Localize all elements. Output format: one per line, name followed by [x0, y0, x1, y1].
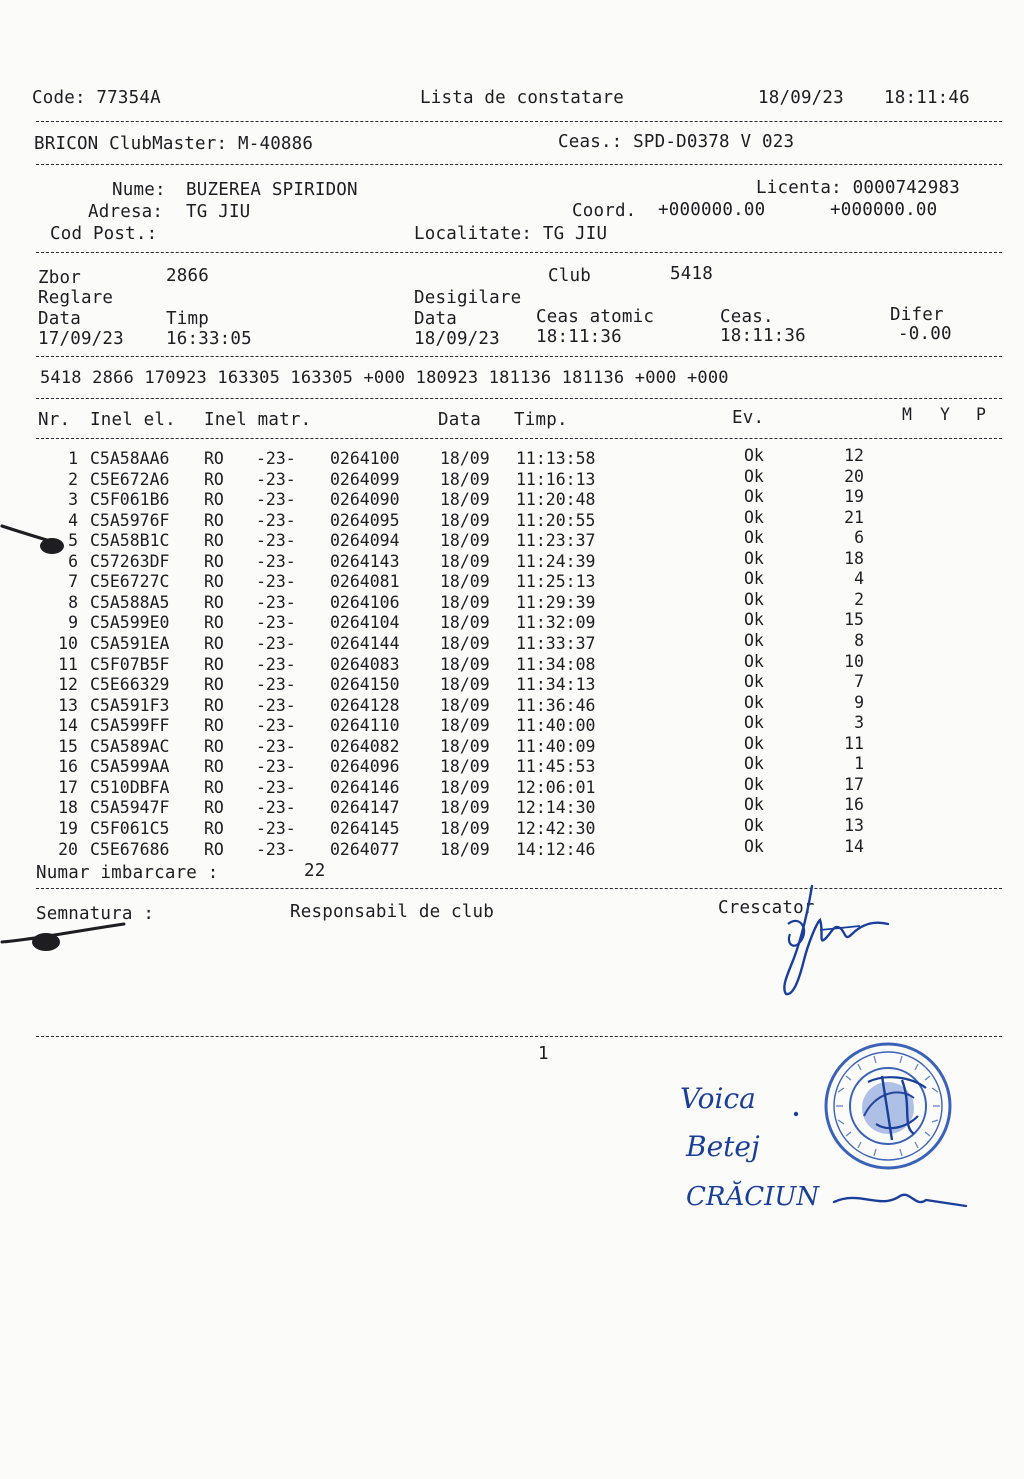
electronic-ring: C5F061C5	[90, 818, 170, 838]
ring-country: RO	[204, 490, 224, 510]
ring-country: RO	[204, 510, 224, 530]
table-row	[0, 815, 1024, 839]
row-number: 19	[58, 818, 78, 838]
ring-number: 0264147	[330, 798, 400, 818]
ring-year: -23-	[256, 469, 296, 489]
row-number: 4	[68, 510, 78, 530]
row-number: 6	[68, 551, 78, 571]
rank: 7	[854, 672, 864, 691]
row-number: 11	[58, 654, 78, 674]
electronic-ring: C5E66329	[90, 675, 170, 694]
row-number: 1	[68, 449, 78, 468]
table-row	[0, 446, 1024, 469]
electronic-ring: C57263DF	[90, 551, 170, 571]
ring-year: -23-	[256, 592, 296, 612]
arrival-date: 18/09	[440, 531, 490, 551]
unsealing-date: 18/09/23	[414, 329, 500, 349]
event-status: Ok	[744, 446, 764, 465]
arrival-time: 11:34:08	[516, 654, 596, 674]
ring-year: -23-	[256, 675, 296, 694]
summary-code-line: 5418 2866 170923 163305 163305 +000 180923 181136 181136 +000 +000	[40, 368, 729, 388]
ring-country: RO	[204, 531, 224, 551]
event-status: Ok	[744, 589, 764, 609]
row-number: 12	[58, 675, 78, 694]
rank: 9	[854, 692, 864, 712]
electronic-ring: C5A5976F	[90, 510, 170, 530]
divider	[36, 356, 1002, 357]
table-row	[0, 774, 1024, 798]
setting-label: Reglare	[38, 288, 114, 308]
arrival-date: 18/09	[440, 634, 490, 653]
table-row	[0, 692, 1024, 716]
table-row	[0, 610, 1024, 633]
electronic-ring: C5A591F3	[90, 695, 170, 715]
arrival-date: 18/09	[440, 613, 490, 633]
event-status: Ok	[744, 610, 764, 630]
ring-country: RO	[204, 675, 224, 694]
ring-year: -23-	[256, 818, 296, 838]
divider	[36, 164, 1002, 165]
setting-time-label: Timp	[166, 309, 209, 329]
ring-number: 0264094	[330, 531, 400, 551]
arrival-date: 18/09	[440, 551, 490, 571]
handwritten-name-2: Betej	[686, 1130, 760, 1163]
event-status: Ok	[744, 487, 764, 507]
ring-number: 0264144	[330, 634, 400, 653]
table-row	[0, 754, 1024, 777]
document-title: Lista de constatare	[420, 88, 624, 108]
license-number: Licenta: 0000742983	[756, 178, 960, 198]
arrival-date: 18/09	[440, 675, 490, 694]
rank: 18	[844, 548, 864, 568]
handwritten-name-3: CRĂCIUN	[686, 1182, 820, 1212]
col-nr: Nr.	[38, 410, 71, 430]
rank: 8	[854, 631, 864, 650]
table-row	[0, 466, 1024, 490]
arrival-time: 11:20:55	[516, 510, 596, 530]
rank: 16	[844, 795, 864, 815]
row-number: 7	[68, 572, 78, 592]
table-row	[0, 507, 1024, 531]
ring-country: RO	[204, 572, 224, 592]
locality: Localitate: TG JIU	[414, 224, 608, 244]
arrival-date: 18/09	[440, 798, 490, 818]
ring-number: 0264106	[330, 592, 400, 612]
ring-number: 0264083	[330, 654, 400, 674]
col-electronic-ring: Inel el.	[90, 410, 176, 430]
ring-year: -23-	[256, 757, 296, 777]
clubmaster-id: BRICON ClubMaster: M-40886	[34, 134, 314, 154]
divider	[36, 438, 1002, 439]
coord-label: Coord.	[572, 201, 637, 221]
ring-year: -23-	[256, 510, 296, 530]
event-status: Ok	[744, 713, 764, 733]
ring-year: -23-	[256, 551, 296, 571]
arrival-time: 11:24:39	[516, 551, 596, 571]
arrival-time: 11:45:53	[516, 757, 596, 777]
ring-country: RO	[204, 798, 224, 818]
ring-year: -23-	[256, 572, 296, 592]
staple-mark	[0, 920, 130, 970]
row-number: 8	[68, 592, 78, 612]
arrival-date: 18/09	[440, 818, 490, 838]
ring-year: -23-	[256, 490, 296, 510]
print-date: 18/09/23	[758, 88, 844, 108]
rank: 19	[844, 487, 864, 507]
staple-mark	[0, 520, 90, 570]
col-p: P	[976, 405, 987, 424]
col-m: M	[902, 405, 913, 424]
rank: 20	[844, 466, 864, 486]
ring-country: RO	[204, 757, 224, 777]
event-status: Ok	[744, 754, 764, 774]
time-difference: -0.00	[898, 324, 952, 344]
rank: 12	[844, 446, 864, 465]
ring-year: -23-	[256, 839, 296, 859]
signature-stroke-3	[830, 1180, 970, 1220]
rank: 13	[844, 815, 864, 835]
fancier-name: BUZEREA SPIRIDON	[186, 180, 358, 200]
electronic-ring: C510DBFA	[90, 777, 170, 797]
ring-country: RO	[204, 818, 224, 838]
electronic-ring: C5A58B1C	[90, 531, 170, 551]
rank: 17	[844, 774, 864, 794]
electronic-ring: C5E6727C	[90, 572, 170, 592]
event-status: Ok	[744, 528, 764, 548]
ring-number: 0264128	[330, 695, 400, 715]
official-stamp	[818, 1036, 958, 1176]
ring-country: RO	[204, 777, 224, 797]
ring-year: -23-	[256, 613, 296, 633]
unsealing-label: Desigilare	[414, 288, 522, 308]
arrival-date: 18/09	[440, 592, 490, 612]
row-number: 17	[58, 777, 78, 797]
clock-label: Ceas.	[720, 307, 774, 327]
table-row	[0, 713, 1024, 736]
setting-date: 17/09/23	[38, 329, 124, 349]
breeder-signature	[760, 880, 890, 1000]
setting-date-label: Data	[38, 309, 81, 329]
ring-number: 0264146	[330, 777, 400, 797]
ring-number: 0264082	[330, 736, 400, 756]
unsealing-date-label: Data	[414, 309, 457, 329]
event-status: Ok	[744, 836, 764, 856]
difference-label: Difer	[890, 305, 944, 325]
arrival-time: 12:42:30	[516, 818, 596, 838]
rank: 1	[854, 754, 864, 774]
divider	[36, 252, 1002, 253]
electronic-ring: C5A58AA6	[90, 449, 170, 468]
breeder-label: Crescator	[718, 898, 815, 918]
ring-number: 0264145	[330, 818, 400, 838]
ring-number: 0264081	[330, 572, 400, 592]
arrival-time: 11:33:37	[516, 634, 596, 653]
ring-number: 0264143	[330, 551, 400, 571]
coord-lon: +000000.00	[830, 200, 938, 220]
arrival-date: 18/09	[440, 736, 490, 756]
event-status: Ok	[744, 507, 764, 527]
clock-id: Ceas.: SPD-D0378 V 023	[558, 132, 795, 152]
event-status: Ok	[744, 692, 764, 712]
clock-time: 18:11:36	[720, 326, 806, 346]
row-number: 9	[68, 613, 78, 633]
row-number: 15	[58, 736, 78, 756]
postal-code-label: Cod Post.:	[50, 224, 158, 244]
rank: 3	[854, 713, 864, 733]
electronic-ring: C5A599FF	[90, 716, 170, 736]
rank: 6	[854, 528, 864, 548]
arrival-time: 11:20:48	[516, 490, 596, 510]
code-label: Code: 77354A	[32, 88, 161, 108]
ring-country: RO	[204, 613, 224, 633]
flight-number: 2866	[166, 266, 209, 286]
print-time: 18:11:46	[884, 88, 970, 108]
rank: 10	[844, 651, 864, 671]
table-row	[0, 733, 1024, 757]
event-status: Ok	[744, 815, 764, 835]
electronic-ring: C5E672A6	[90, 469, 170, 489]
col-date: Data	[438, 410, 481, 430]
ring-number: 0264096	[330, 757, 400, 777]
arrival-time: 11:13:58	[516, 449, 596, 468]
ring-year: -23-	[256, 695, 296, 715]
ring-country: RO	[204, 654, 224, 674]
arrival-date: 18/09	[440, 777, 490, 797]
flight-label: Zbor	[38, 268, 81, 288]
table-row	[0, 795, 1024, 818]
electronic-ring: C5F061B6	[90, 490, 170, 510]
rank: 11	[844, 733, 864, 753]
table-row	[0, 569, 1024, 592]
event-status: Ok	[744, 774, 764, 794]
row-number: 16	[58, 757, 78, 777]
ring-country: RO	[204, 716, 224, 736]
ring-number: 0264104	[330, 613, 400, 633]
ring-number: 0264150	[330, 675, 400, 694]
club-label: Club	[548, 266, 591, 286]
arrival-date: 18/09	[440, 839, 490, 859]
arrival-date: 18/09	[440, 510, 490, 530]
arrival-date: 18/09	[440, 572, 490, 592]
arrival-date: 18/09	[440, 716, 490, 736]
page-number: 1	[538, 1044, 549, 1064]
ring-year: -23-	[256, 634, 296, 653]
rank: 4	[854, 569, 864, 589]
arrival-time: 11:29:39	[516, 592, 596, 612]
electronic-ring: C5A5947F	[90, 798, 170, 818]
arrival-time: 11:40:09	[516, 736, 596, 756]
row-number: 18	[58, 798, 78, 818]
arrival-date: 18/09	[440, 469, 490, 489]
table-row	[0, 589, 1024, 613]
arrival-time: 11:25:13	[516, 572, 596, 592]
club-officer-label: Responsabil de club	[290, 902, 494, 922]
row-number: 3	[68, 490, 78, 510]
ring-country: RO	[204, 469, 224, 489]
atomic-clock-label: Ceas atomic	[536, 307, 655, 327]
ring-year: -23-	[256, 716, 296, 736]
setting-time: 16:33:05	[166, 329, 252, 349]
ring-year: -23-	[256, 449, 296, 468]
club-number: 5418	[670, 264, 713, 284]
boarding-count-label: Numar imbarcare :	[36, 863, 219, 883]
arrival-time: 11:34:13	[516, 675, 596, 694]
row-number: 20	[58, 839, 78, 859]
ring-country: RO	[204, 551, 224, 571]
electronic-ring: C5A599AA	[90, 757, 170, 777]
row-number: 13	[58, 695, 78, 715]
boarding-count: 22	[304, 861, 326, 881]
table-row	[0, 672, 1024, 695]
col-time: Timp.	[514, 410, 568, 430]
arrival-date: 18/09	[440, 695, 490, 715]
rank: 2	[854, 589, 864, 609]
event-status: Ok	[744, 795, 764, 815]
table-row	[0, 487, 1024, 510]
col-event: Ev.	[732, 408, 765, 428]
arrival-date: 18/09	[440, 757, 490, 777]
divider	[36, 398, 1002, 399]
row-number: 14	[58, 716, 78, 736]
arrival-date: 18/09	[440, 449, 490, 468]
ring-year: -23-	[256, 798, 296, 818]
table-row	[0, 836, 1024, 860]
arrival-time: 11:40:00	[516, 716, 596, 736]
arrival-time: 14:12:46	[516, 839, 596, 859]
divider	[36, 121, 1002, 122]
event-status: Ok	[744, 672, 764, 691]
rank: 21	[844, 507, 864, 527]
ring-number: 0264110	[330, 716, 400, 736]
rank: 15	[844, 610, 864, 630]
table-row	[0, 651, 1024, 675]
ink-dot	[790, 1108, 810, 1128]
arrival-time: 12:14:30	[516, 798, 596, 818]
coord-lat: +000000.00	[658, 200, 766, 220]
ring-country: RO	[204, 592, 224, 612]
arrival-date: 18/09	[440, 490, 490, 510]
rank: 14	[844, 836, 864, 856]
arrival-time: 12:06:01	[516, 777, 596, 797]
ring-year: -23-	[256, 777, 296, 797]
event-status: Ok	[744, 651, 764, 671]
ring-number: 0264077	[330, 839, 400, 859]
electronic-ring: C5E67686	[90, 839, 170, 859]
ring-country: RO	[204, 695, 224, 715]
table-row	[0, 548, 1024, 572]
atomic-time: 18:11:36	[536, 327, 622, 347]
electronic-ring: C5A591EA	[90, 634, 170, 653]
arrival-time: 11:16:13	[516, 469, 596, 489]
arrival-date: 18/09	[440, 654, 490, 674]
event-status: Ok	[744, 548, 764, 568]
row-number: 10	[58, 634, 78, 653]
col-y: Y	[940, 405, 951, 424]
ring-number: 0264095	[330, 510, 400, 530]
handwritten-name-1: Voica	[680, 1082, 756, 1115]
electronic-ring: C5F07B5F	[90, 654, 170, 674]
fancier-address: TG JIU	[186, 202, 251, 222]
ring-year: -23-	[256, 531, 296, 551]
event-status: Ok	[744, 733, 764, 753]
electronic-ring: C5A589AC	[90, 736, 170, 756]
ring-country: RO	[204, 736, 224, 756]
ring-number: 0264099	[330, 469, 400, 489]
electronic-ring: C5A588A5	[90, 592, 170, 612]
event-status: Ok	[744, 631, 764, 650]
event-status: Ok	[744, 466, 764, 486]
arrival-time: 11:23:37	[516, 531, 596, 551]
name-label: Nume:	[112, 180, 166, 200]
table-row	[0, 528, 1024, 551]
row-number: 2	[68, 469, 78, 489]
event-status: Ok	[744, 569, 764, 589]
ring-country: RO	[204, 634, 224, 653]
col-ring-number: Inel matr.	[204, 410, 312, 430]
ring-number: 0264090	[330, 490, 400, 510]
ring-year: -23-	[256, 736, 296, 756]
ring-country: RO	[204, 449, 224, 468]
address-label: Adresa:	[88, 202, 164, 222]
signature-label: Semnatura :	[36, 904, 155, 924]
row-number: 5	[68, 531, 78, 551]
ring-year: -23-	[256, 654, 296, 674]
electronic-ring: C5A599E0	[90, 613, 170, 633]
ring-country: RO	[204, 839, 224, 859]
arrival-time: 11:32:09	[516, 613, 596, 633]
arrival-time: 11:36:46	[516, 695, 596, 715]
ring-number: 0264100	[330, 449, 400, 468]
table-row	[0, 631, 1024, 654]
